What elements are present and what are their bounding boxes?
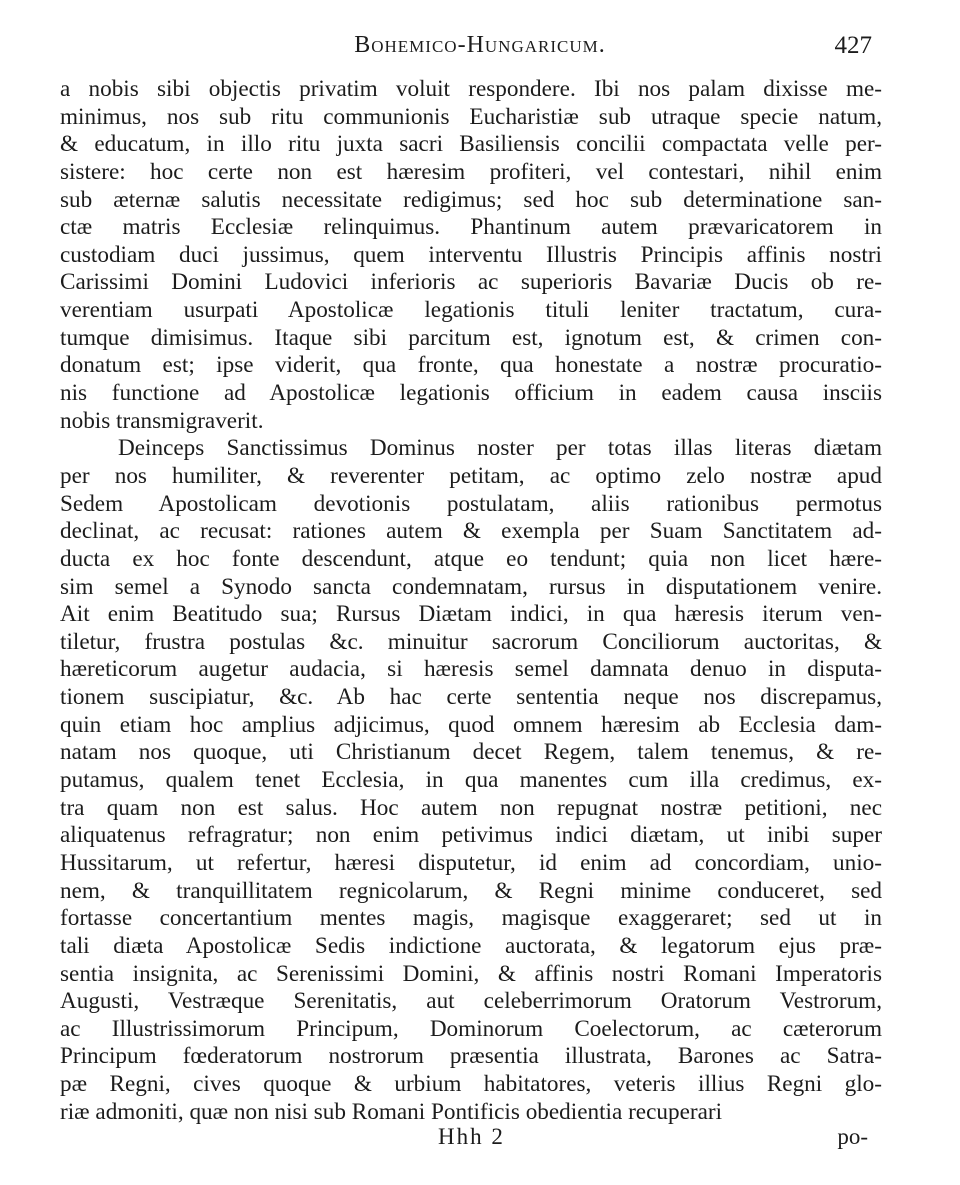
text-line: nis functione ad Apostolicæ legationis officium in eadem causa insciis — [60, 380, 882, 407]
signature-mark: Hhh 2 — [438, 1124, 505, 1149]
text-line: donatum est; ipse viderit, qua fronte, qua honestate a nostræ procuratio- — [60, 352, 882, 379]
text-line: Carissimi Domini Ludovici inferioris ac superioris Bavariæ Ducis ob re- — [60, 269, 882, 296]
text-line: per nos humiliter, & reverenter petitam, ac optimo zelo nostræ apud — [60, 462, 882, 489]
text-line: & educatum, in illo ritu juxta sacri Basiliensis concilii compactata velle per- — [60, 131, 882, 158]
text-line: sentia insignita, ac Serenissimi Domini, & affinis nostri Romani Imperatoris — [60, 960, 882, 987]
text-line: tionem suscipiatur, &c. Ab hac certe sententia neque nos discrepamus, — [60, 684, 882, 711]
text-line: Hussitarum, ut refertur, hæresi disputetur, id enim ad concordiam, unio- — [60, 849, 882, 876]
text-line: ac Illustrissimorum Principum, Dominorum Coelectorum, ac cæterorum — [60, 1015, 882, 1042]
text-line: nobis transmigraverit. — [60, 407, 264, 434]
text-line: quin etiam hoc amplius adjicimus, quod omnem hæresim ab Ecclesia dam- — [60, 711, 882, 738]
text-line: Deinceps Sanctissimus Dominus noster per totas illas literas diætam — [118, 435, 882, 462]
text-line: Sedem Apostolicam devotionis postulatam, aliis rationibus permotus — [60, 490, 882, 517]
text-line: aliquatenus refragratur; non enim petivimus indici diætam, ut inibi super — [60, 822, 882, 849]
paragraph — [60, 435, 882, 1126]
catchword: po- — [837, 1124, 868, 1149]
text-line: hæreticorum augetur audacia, si hæresis semel damnata denuo in disputa- — [60, 656, 882, 683]
page-footer — [60, 1124, 882, 1156]
text-line: Augusti, Vestræque Serenitatis, aut celeberrimorum Oratorum Vestrorum, — [60, 988, 882, 1015]
paragraph — [60, 76, 882, 435]
body-text — [60, 76, 882, 1126]
text-line: a nobis sibi objectis privatim voluit respondere. Ibi nos palam dixisse me- — [60, 76, 882, 102]
text-line: Ait enim Beatitudo sua; Rursus Diætam indici, in qua hæresis iterum ven- — [60, 601, 882, 628]
text-line: verentiam usurpati Apostolicæ legationis tituli leniter tractatum, cura- — [60, 297, 882, 324]
text-line: Principum fœderatorum nostrorum præsentia illustrata, Barones ac Satra- — [60, 1043, 882, 1070]
text-line: sim semel a Synodo sancta condemnatam, rursus in disputationem venire. — [60, 573, 882, 600]
text-line: custodiam duci jussimus, quem interventu Illustris Principis affinis nostri — [60, 241, 882, 268]
text-line: nem, & tranquillitatem regnicolarum, & Regni minime conduceret, sed — [60, 877, 882, 904]
text-line: putamus, qualem tenet Ecclesia, in qua manentes cum illa credimus, ex- — [60, 767, 882, 794]
text-line: natam nos quoque, uti Christianum decet Regem, talem tenemus, & re- — [60, 739, 882, 766]
text-line: ctæ matris Ecclesiæ relinquimus. Phantinum autem prævaricatorem in — [60, 214, 882, 241]
text-line: pæ Regni, cives quoque & urbium habitatores, veteris illius Regni glo- — [60, 1071, 882, 1098]
text-line: declinat, ac recusat: rationes autem & exempla per Suam Sanctitatem ad- — [60, 518, 882, 545]
text-line: riæ admoniti, quæ non nisi sub Romani Pontificis obedientia recuperari — [60, 1098, 723, 1125]
text-line: tra quam non est salus. Hoc autem non repugnat nostræ petitioni, nec — [60, 794, 882, 821]
text-line: tiletur, frustra postulas &c. minuitur sacrorum Conciliorum auctoritas, & — [60, 628, 882, 655]
running-head — [60, 32, 900, 68]
text-line: sistere: hoc certe non est hæresim profiteri, vel contestari, nihil enim — [60, 158, 882, 185]
text-line: tumque dimisimus. Itaque sibi parcitum est, ignotum est, & crimen con- — [60, 324, 882, 351]
page-number: 427 — [834, 32, 872, 59]
text-line: fortasse concertantium mentes magis, magisque exaggeraret; sed ut in — [60, 905, 882, 932]
text-line: tali diæta Apostolicæ Sedis indictione auctorata, & legatorum ejus præ- — [60, 932, 882, 959]
running-title: Bohemico-Hungaricum. — [354, 32, 606, 58]
text-line: ducta ex hoc fonte descendunt, atque eo tendunt; quia non licet hære- — [60, 545, 882, 572]
text-line: minimus, nos sub ritu communionis Eucharistiæ sub utraque specie natum, — [60, 103, 882, 130]
text-line: sub æternæ salutis necessitate redigimus; sed hoc sub determinatione san- — [60, 186, 882, 213]
